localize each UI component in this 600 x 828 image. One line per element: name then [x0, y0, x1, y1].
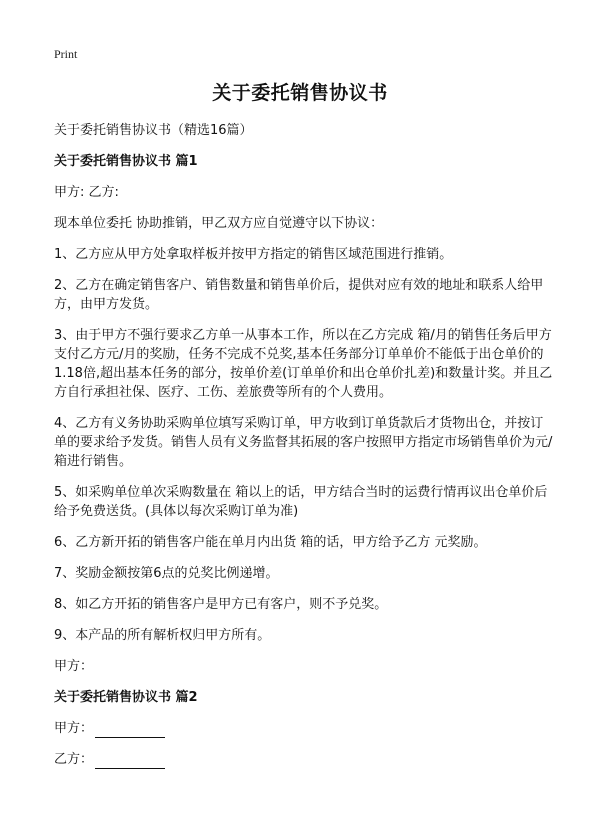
section-1-intro: 现本单位委托 协助推销，甲乙双方应自觉遵守以下协议： — [54, 216, 384, 231]
clause-9: 9、本产品的所有解析权归甲方所有。 — [54, 628, 271, 643]
document-title: 关于委托销售协议书 — [212, 82, 388, 104]
clause-4: 4、乙方有义务协助采购单位填写采购订单，甲方收到订单货款后才货物出仓，并按订单的要求给予发货。销售人员有义务监督其拓展的客户按照甲方指定市场销售单价为元/箱进行销售。 — [54, 416, 553, 469]
party-b-signature-line — [54, 750, 554, 769]
clause-2: 2、乙方在确定销售客户、销售数量和销售单价后，提供对应有效的地址和联系人给甲方，由甲方发货。 — [54, 278, 544, 312]
party-a-blank — [95, 723, 165, 738]
document-subtitle: 关于委托销售协议书（精选16篇） — [54, 123, 253, 138]
section-1-parties: 甲方: 乙方: — [54, 185, 119, 200]
section-1-heading: 关于委托销售协议书 篇1 — [54, 154, 198, 169]
clause-3: 3、由于甲方不强行要求乙方单一从事本工作，所以在乙方完成 箱/月的销售任务后甲方支付乙方元/月的奖励，任务不完成不兑奖,基本任务部分订单单价不能低于出仓单价的1.18倍,超出基本任务的部分，按单价差(订单单价和出仓单价扎差)和数量计奖。并且乙方自行承担社保、医疗、工伤、差旅费等所有的个人费用。 — [54, 328, 553, 400]
document-body — [54, 121, 554, 781]
party-b-label: 乙方： — [54, 752, 94, 767]
clause-6: 6、乙方新开拓的销售客户能在单月内出货 箱的话，甲方给予乙方 元奖励。 — [54, 535, 487, 550]
section-1-signature: 甲方： — [54, 659, 94, 674]
clause-5: 5、如采购单位单次采购数量在 箱以上的话，甲方结合当时的运费行情再议出仓单价后给予免费送货。(具体以每次采购订单为准) — [54, 485, 548, 519]
clause-8: 8、如乙方开拓的销售客户是甲方已有客户，则不予兑奖。 — [54, 597, 388, 612]
section-2-heading: 关于委托销售协议书 篇2 — [54, 690, 198, 705]
clause-1: 1、乙方应从甲方处拿取样板并按甲方指定的销售区域范围进行推销。 — [54, 247, 453, 262]
clause-7: 7、奖励金额按第6点的兑奖比例递增。 — [54, 566, 279, 581]
party-a-signature-line — [54, 719, 554, 738]
print-label: Print — [54, 47, 78, 61]
party-b-blank — [95, 754, 165, 769]
party-a-label: 甲方： — [54, 721, 94, 736]
